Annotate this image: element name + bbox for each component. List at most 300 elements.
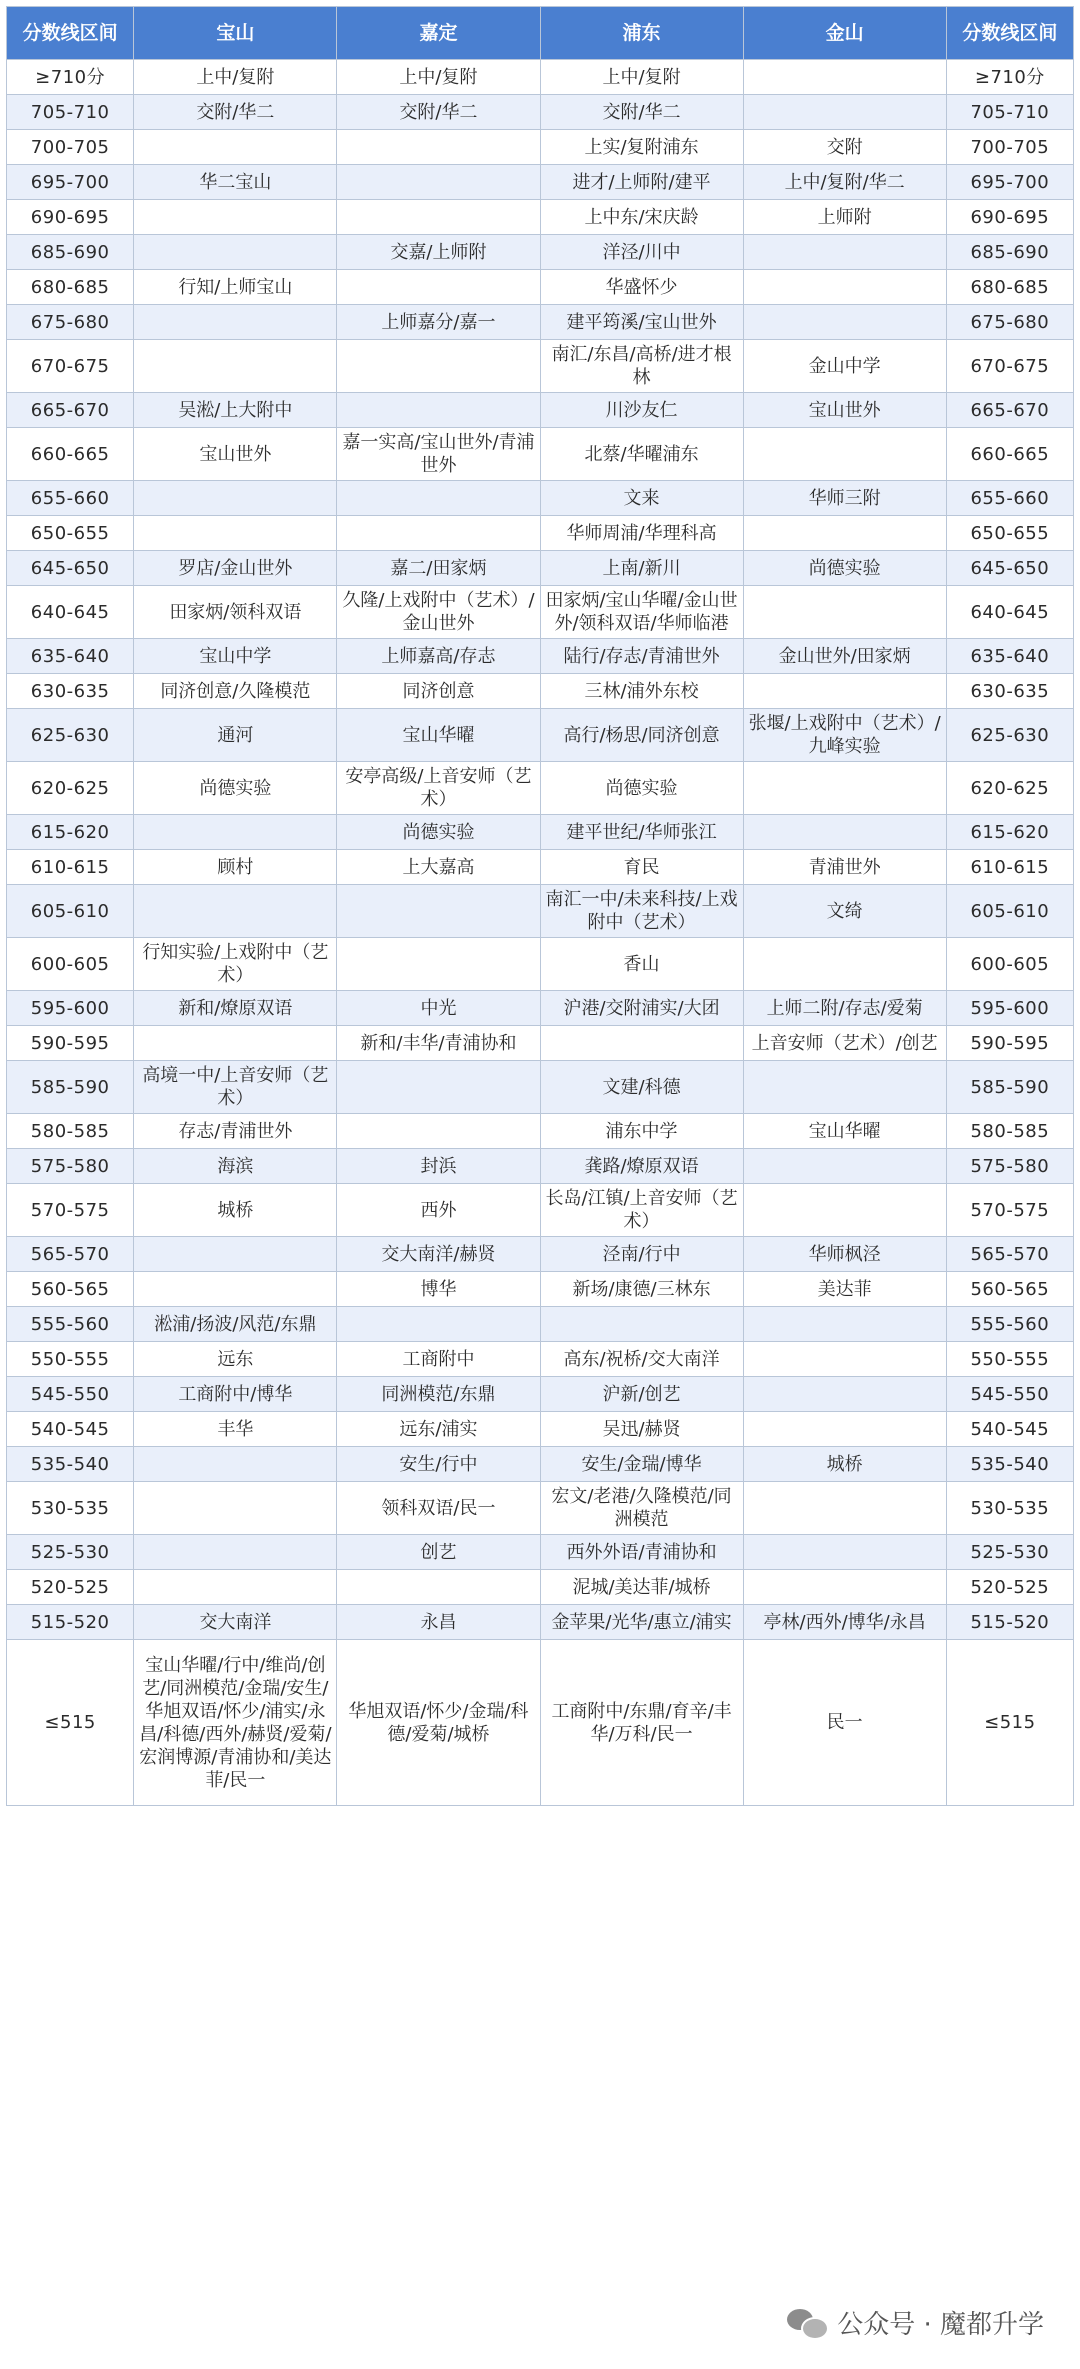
cell-jinshan: 华师枫泾 <box>743 1237 946 1272</box>
cell-pudong: 高东/祝桥/交大南洋 <box>540 1342 743 1377</box>
cell-score-left: 550-555 <box>7 1342 134 1377</box>
cell-score-right: 625-630 <box>946 709 1073 762</box>
cell-score-left: 665-670 <box>7 393 134 428</box>
cell-pudong: 文建/科德 <box>540 1061 743 1114</box>
cell-pudong: 文来 <box>540 481 743 516</box>
cell-pudong: 金苹果/光华/惠立/浦实 <box>540 1605 743 1640</box>
cell-jinshan: 上中/复附/华二 <box>743 165 946 200</box>
cell-baoshan <box>134 1570 337 1605</box>
cell-score-left: 610-615 <box>7 850 134 885</box>
cell-jiading: 工商附中 <box>337 1342 540 1377</box>
cell-pudong: 尚德实验 <box>540 762 743 815</box>
cell-jinshan <box>743 815 946 850</box>
cell-score-right: 690-695 <box>946 200 1073 235</box>
table-row <box>7 762 1074 815</box>
cell-jinshan: 上师附 <box>743 200 946 235</box>
table-row <box>7 709 1074 762</box>
cell-jinshan: 尚德实验 <box>743 551 946 586</box>
cell-jinshan <box>743 95 946 130</box>
cell-pudong: 进才/上师附/建平 <box>540 165 743 200</box>
cell-jinshan: 青浦世外 <box>743 850 946 885</box>
cell-pudong: 工商附中/东鼎/育辛/丰华/万科/民一 <box>540 1640 743 1806</box>
cell-jiading: 上中/复附 <box>337 60 540 95</box>
cell-jinshan: 华师三附 <box>743 481 946 516</box>
cell-score-right: 640-645 <box>946 586 1073 639</box>
cell-baoshan <box>134 481 337 516</box>
cell-baoshan <box>134 1026 337 1061</box>
cell-score-left: 545-550 <box>7 1377 134 1412</box>
cell-jinshan <box>743 270 946 305</box>
cell-pudong: 香山 <box>540 938 743 991</box>
cell-score-right: 520-525 <box>946 1570 1073 1605</box>
cell-score-right: 565-570 <box>946 1237 1073 1272</box>
cell-baoshan: 丰华 <box>134 1412 337 1447</box>
cell-jinshan: 宝山华曜 <box>743 1114 946 1149</box>
cell-pudong: 高行/杨思/同济创意 <box>540 709 743 762</box>
cell-jiading: 西外 <box>337 1184 540 1237</box>
cell-score-right: 705-710 <box>946 95 1073 130</box>
cell-baoshan <box>134 200 337 235</box>
cell-jiading: 交大南洋/赫贤 <box>337 1237 540 1272</box>
cell-score-left: 605-610 <box>7 885 134 938</box>
score-table-container <box>6 6 1074 1806</box>
cell-jiading <box>337 393 540 428</box>
cell-jinshan <box>743 938 946 991</box>
table-row <box>7 1342 1074 1377</box>
cell-jiading: 华旭双语/怀少/金瑞/科德/爱菊/城桥 <box>337 1640 540 1806</box>
cell-jinshan <box>743 1342 946 1377</box>
table-row <box>7 1570 1074 1605</box>
cell-pudong: 沪港/交附浦实/大团 <box>540 991 743 1026</box>
cell-jinshan <box>743 1482 946 1535</box>
cell-pudong: 宏文/老港/久隆模范/同洲模范 <box>540 1482 743 1535</box>
cell-jinshan: 文绮 <box>743 885 946 938</box>
cell-baoshan <box>134 130 337 165</box>
cell-baoshan <box>134 516 337 551</box>
cell-jiading: 久隆/上戏附中（艺术）/金山世外 <box>337 586 540 639</box>
cell-jiading: 嘉一实高/宝山世外/青浦世外 <box>337 428 540 481</box>
cell-pudong: 泾南/行中 <box>540 1237 743 1272</box>
table-row <box>7 1535 1074 1570</box>
cell-jinshan: 宝山世外 <box>743 393 946 428</box>
cell-score-right: 650-655 <box>946 516 1073 551</box>
cell-score-left: 585-590 <box>7 1061 134 1114</box>
cell-baoshan: 吴淞/上大附中 <box>134 393 337 428</box>
cell-pudong: 华盛怀少 <box>540 270 743 305</box>
cell-pudong: 新场/康德/三林东 <box>540 1272 743 1307</box>
table-row <box>7 1605 1074 1640</box>
cell-pudong: 南汇一中/未来科技/上戏附中（艺术） <box>540 885 743 938</box>
table-row <box>7 991 1074 1026</box>
cell-jiading: 上师嘉高/存志 <box>337 639 540 674</box>
cell-score-right: 590-595 <box>946 1026 1073 1061</box>
cell-pudong: 建平世纪/华师张江 <box>540 815 743 850</box>
table-row <box>7 428 1074 481</box>
cell-score-right: 560-565 <box>946 1272 1073 1307</box>
cell-jiading: 交嘉/上师附 <box>337 235 540 270</box>
table-row <box>7 1377 1074 1412</box>
cell-baoshan <box>134 305 337 340</box>
cell-score-right: 610-615 <box>946 850 1073 885</box>
table-row <box>7 551 1074 586</box>
cell-score-left: 580-585 <box>7 1114 134 1149</box>
table-row <box>7 235 1074 270</box>
cell-pudong: 上南/新川 <box>540 551 743 586</box>
cell-baoshan: 尚德实验 <box>134 762 337 815</box>
cell-pudong: 三林/浦外东校 <box>540 674 743 709</box>
wechat-icon <box>787 2307 827 2339</box>
cell-jinshan <box>743 762 946 815</box>
cell-baoshan: 海滨 <box>134 1149 337 1184</box>
cell-jiading: 中光 <box>337 991 540 1026</box>
cell-pudong <box>540 1026 743 1061</box>
table-row <box>7 1237 1074 1272</box>
cell-pudong: 安生/金瑞/博华 <box>540 1447 743 1482</box>
cell-score-right: 635-640 <box>946 639 1073 674</box>
cell-jiading: 上大嘉高 <box>337 850 540 885</box>
cell-jiading <box>337 516 540 551</box>
cell-jinshan: 民一 <box>743 1640 946 1806</box>
cell-score-left: 615-620 <box>7 815 134 850</box>
cell-score-left: 675-680 <box>7 305 134 340</box>
cell-pudong: 浦东中学 <box>540 1114 743 1149</box>
cell-jinshan: 张堰/上戏附中（艺术）/九峰实验 <box>743 709 946 762</box>
cell-jiading <box>337 270 540 305</box>
cell-baoshan: 华二宝山 <box>134 165 337 200</box>
table-row <box>7 270 1074 305</box>
cell-score-right: 645-650 <box>946 551 1073 586</box>
cell-jiading <box>337 1061 540 1114</box>
cell-baoshan: 宝山世外 <box>134 428 337 481</box>
table-row <box>7 200 1074 235</box>
cell-pudong: 华师周浦/华理科高 <box>540 516 743 551</box>
cell-jinshan <box>743 516 946 551</box>
cell-score-left: 695-700 <box>7 165 134 200</box>
table-row <box>7 1272 1074 1307</box>
table-row <box>7 1640 1074 1806</box>
table-row <box>7 1447 1074 1482</box>
cell-score-right: 550-555 <box>946 1342 1073 1377</box>
table-row <box>7 639 1074 674</box>
cell-score-left: 590-595 <box>7 1026 134 1061</box>
cell-jinshan <box>743 1149 946 1184</box>
cell-score-left: 630-635 <box>7 674 134 709</box>
header-score-range-right: 分数线区间 <box>946 7 1073 60</box>
cell-score-right: 660-665 <box>946 428 1073 481</box>
cell-score-left: 570-575 <box>7 1184 134 1237</box>
cell-score-left: 640-645 <box>7 586 134 639</box>
cell-score-left: 645-650 <box>7 551 134 586</box>
cell-pudong: 洋泾/川中 <box>540 235 743 270</box>
cell-pudong: 田家炳/宝山华曜/金山世外/领科双语/华师临港 <box>540 586 743 639</box>
table-row <box>7 850 1074 885</box>
table-row <box>7 516 1074 551</box>
cell-score-left: 600-605 <box>7 938 134 991</box>
cell-pudong: 吴迅/赫贤 <box>540 1412 743 1447</box>
table-row <box>7 1026 1074 1061</box>
cell-jiading: 同济创意 <box>337 674 540 709</box>
cell-jinshan: 金山中学 <box>743 340 946 393</box>
cell-jiading <box>337 340 540 393</box>
cell-baoshan <box>134 1535 337 1570</box>
cell-baoshan: 田家炳/领科双语 <box>134 586 337 639</box>
cell-score-left: ≥710分 <box>7 60 134 95</box>
cell-baoshan <box>134 815 337 850</box>
cell-jiading <box>337 1114 540 1149</box>
cell-pudong: 长岛/江镇/上音安师（艺术） <box>540 1184 743 1237</box>
cell-baoshan: 宝山华曜/行中/维尚/创艺/同洲模范/金瑞/安生/华旭双语/怀少/浦实/永昌/科德/西外/赫贤/爱菊/宏润博源/青浦协和/美达菲/民一 <box>134 1640 337 1806</box>
cell-jinshan <box>743 1535 946 1570</box>
cell-baoshan: 存志/青浦世外 <box>134 1114 337 1149</box>
cell-score-right: 530-535 <box>946 1482 1073 1535</box>
cell-score-right: 615-620 <box>946 815 1073 850</box>
cell-jinshan <box>743 586 946 639</box>
header-baoshan: 宝山 <box>134 7 337 60</box>
table-row <box>7 95 1074 130</box>
cell-jinshan: 上师二附/存志/爱菊 <box>743 991 946 1026</box>
cell-jiading: 创艺 <box>337 1535 540 1570</box>
cell-score-right: 540-545 <box>946 1412 1073 1447</box>
table-row <box>7 1307 1074 1342</box>
cell-jiading <box>337 165 540 200</box>
cell-jiading: 安生/行中 <box>337 1447 540 1482</box>
cell-baoshan: 工商附中/博华 <box>134 1377 337 1412</box>
cell-pudong: 陆行/存志/青浦世外 <box>540 639 743 674</box>
cell-jinshan <box>743 60 946 95</box>
cell-baoshan: 淞浦/扬波/风范/东鼎 <box>134 1307 337 1342</box>
cell-score-right: 630-635 <box>946 674 1073 709</box>
cell-baoshan: 远东 <box>134 1342 337 1377</box>
cell-score-right: 600-605 <box>946 938 1073 991</box>
cell-pudong: 川沙友仁 <box>540 393 743 428</box>
cell-score-left: 650-655 <box>7 516 134 551</box>
cell-jinshan: 美达菲 <box>743 1272 946 1307</box>
cell-jiading <box>337 130 540 165</box>
table-row <box>7 165 1074 200</box>
cell-pudong: 西外外语/青浦协和 <box>540 1535 743 1570</box>
cell-jiading <box>337 885 540 938</box>
table-row <box>7 60 1074 95</box>
cell-score-left: 620-625 <box>7 762 134 815</box>
cell-score-right: 670-675 <box>946 340 1073 393</box>
cell-baoshan <box>134 1447 337 1482</box>
cell-pudong <box>540 1307 743 1342</box>
cell-baoshan <box>134 340 337 393</box>
cell-score-right: 525-530 <box>946 1535 1073 1570</box>
cell-score-right: 570-575 <box>946 1184 1073 1237</box>
cell-score-left: 655-660 <box>7 481 134 516</box>
cell-pudong: 上中东/宋庆龄 <box>540 200 743 235</box>
header-score-range-left: 分数线区间 <box>7 7 134 60</box>
cell-jinshan: 上音安师（艺术）/创艺 <box>743 1026 946 1061</box>
cell-baoshan: 罗店/金山世外 <box>134 551 337 586</box>
header-jinshan: 金山 <box>743 7 946 60</box>
table-row <box>7 130 1074 165</box>
cell-score-right: 515-520 <box>946 1605 1073 1640</box>
cell-score-left: 540-545 <box>7 1412 134 1447</box>
cell-score-left: 520-525 <box>7 1570 134 1605</box>
table-row <box>7 1184 1074 1237</box>
cell-score-right: 695-700 <box>946 165 1073 200</box>
cell-baoshan: 高境一中/上音安师（艺术） <box>134 1061 337 1114</box>
cell-baoshan <box>134 1482 337 1535</box>
cell-jinshan <box>743 1307 946 1342</box>
cell-jiading <box>337 200 540 235</box>
cell-score-right: 685-690 <box>946 235 1073 270</box>
cell-score-right: 675-680 <box>946 305 1073 340</box>
cell-score-right: 555-560 <box>946 1307 1073 1342</box>
cell-score-right: 665-670 <box>946 393 1073 428</box>
cell-pudong: 交附/华二 <box>540 95 743 130</box>
cell-jinshan <box>743 1570 946 1605</box>
cell-score-right: 575-580 <box>946 1149 1073 1184</box>
watermark-text: 公众号 · 魔都升学 <box>837 2310 1044 2340</box>
cell-score-left: 530-535 <box>7 1482 134 1535</box>
cell-jiading: 交附/华二 <box>337 95 540 130</box>
table-row <box>7 1412 1074 1447</box>
cell-score-right: 700-705 <box>946 130 1073 165</box>
table-row <box>7 938 1074 991</box>
cell-baoshan <box>134 235 337 270</box>
cell-baoshan: 行知/上师宝山 <box>134 270 337 305</box>
table-row <box>7 1114 1074 1149</box>
cell-jinshan: 亭林/西外/博华/永昌 <box>743 1605 946 1640</box>
cell-jiading: 同洲模范/东鼎 <box>337 1377 540 1412</box>
cell-pudong: 沪新/创艺 <box>540 1377 743 1412</box>
cell-score-left: 685-690 <box>7 235 134 270</box>
cell-score-left: 565-570 <box>7 1237 134 1272</box>
cell-jiading: 远东/浦实 <box>337 1412 540 1447</box>
cell-jiading <box>337 481 540 516</box>
cell-jiading: 领科双语/民一 <box>337 1482 540 1535</box>
cell-score-left: 625-630 <box>7 709 134 762</box>
cell-jiading: 嘉二/田家炳 <box>337 551 540 586</box>
cell-pudong: 上中/复附 <box>540 60 743 95</box>
header-jiading: 嘉定 <box>337 7 540 60</box>
cell-score-left: 560-565 <box>7 1272 134 1307</box>
table-body <box>7 60 1074 1806</box>
cell-baoshan: 宝山中学 <box>134 639 337 674</box>
cell-score-left: 515-520 <box>7 1605 134 1640</box>
cell-jinshan: 金山世外/田家炳 <box>743 639 946 674</box>
cell-pudong: 泥城/美达菲/城桥 <box>540 1570 743 1605</box>
cell-pudong: 龚路/燎原双语 <box>540 1149 743 1184</box>
cell-baoshan <box>134 1272 337 1307</box>
cell-score-left: 535-540 <box>7 1447 134 1482</box>
cell-score-right: 535-540 <box>946 1447 1073 1482</box>
cell-jinshan <box>743 428 946 481</box>
cell-score-left: 690-695 <box>7 200 134 235</box>
cell-baoshan: 新和/燎原双语 <box>134 991 337 1026</box>
cell-jinshan: 城桥 <box>743 1447 946 1482</box>
cell-score-right: 655-660 <box>946 481 1073 516</box>
table-row <box>7 393 1074 428</box>
score-table <box>6 6 1074 1806</box>
table-row <box>7 586 1074 639</box>
cell-jinshan <box>743 1184 946 1237</box>
cell-score-right: 580-585 <box>946 1114 1073 1149</box>
cell-jinshan <box>743 1412 946 1447</box>
cell-score-left: 705-710 <box>7 95 134 130</box>
cell-score-right: ≥710分 <box>946 60 1073 95</box>
cell-score-left: 680-685 <box>7 270 134 305</box>
table-row <box>7 481 1074 516</box>
cell-score-left: 575-580 <box>7 1149 134 1184</box>
cell-baoshan: 城桥 <box>134 1184 337 1237</box>
cell-baoshan: 行知实验/上戏附中（艺术） <box>134 938 337 991</box>
cell-jiading: 新和/丰华/青浦协和 <box>337 1026 540 1061</box>
cell-jiading: 永昌 <box>337 1605 540 1640</box>
cell-pudong: 北蔡/华曜浦东 <box>540 428 743 481</box>
table-row <box>7 1061 1074 1114</box>
table-row <box>7 1482 1074 1535</box>
wechat-account-watermark <box>777 2298 1054 2347</box>
cell-pudong: 上实/复附浦东 <box>540 130 743 165</box>
cell-jiading <box>337 1570 540 1605</box>
cell-jiading: 上师嘉分/嘉一 <box>337 305 540 340</box>
table-header-row <box>7 7 1074 60</box>
cell-jiading: 尚德实验 <box>337 815 540 850</box>
cell-pudong: 南汇/东昌/高桥/进才根林 <box>540 340 743 393</box>
cell-jinshan <box>743 1377 946 1412</box>
cell-score-right: ≤515 <box>946 1640 1073 1806</box>
cell-baoshan: 交附/华二 <box>134 95 337 130</box>
cell-score-right: 605-610 <box>946 885 1073 938</box>
cell-jiading: 博华 <box>337 1272 540 1307</box>
cell-baoshan: 同济创意/久隆模范 <box>134 674 337 709</box>
cell-score-left: 660-665 <box>7 428 134 481</box>
cell-score-left: ≤515 <box>7 1640 134 1806</box>
table-row <box>7 674 1074 709</box>
cell-baoshan: 上中/复附 <box>134 60 337 95</box>
table-row <box>7 885 1074 938</box>
cell-baoshan <box>134 885 337 938</box>
cell-jinshan <box>743 674 946 709</box>
cell-score-left: 635-640 <box>7 639 134 674</box>
cell-score-right: 620-625 <box>946 762 1073 815</box>
cell-jiading <box>337 1307 540 1342</box>
cell-baoshan <box>134 1237 337 1272</box>
cell-pudong: 建平筠溪/宝山世外 <box>540 305 743 340</box>
cell-score-right: 545-550 <box>946 1377 1073 1412</box>
table-row <box>7 340 1074 393</box>
table-row <box>7 815 1074 850</box>
cell-jinshan: 交附 <box>743 130 946 165</box>
cell-score-left: 555-560 <box>7 1307 134 1342</box>
cell-jinshan <box>743 235 946 270</box>
cell-score-right: 595-600 <box>946 991 1073 1026</box>
cell-jiading: 宝山华曜 <box>337 709 540 762</box>
cell-pudong: 育民 <box>540 850 743 885</box>
table-row <box>7 1149 1074 1184</box>
cell-jiading: 封浜 <box>337 1149 540 1184</box>
cell-score-right: 585-590 <box>946 1061 1073 1114</box>
cell-jinshan <box>743 305 946 340</box>
cell-score-left: 700-705 <box>7 130 134 165</box>
cell-score-left: 525-530 <box>7 1535 134 1570</box>
table-row <box>7 305 1074 340</box>
cell-jiading <box>337 938 540 991</box>
cell-score-left: 670-675 <box>7 340 134 393</box>
cell-baoshan: 交大南洋 <box>134 1605 337 1640</box>
cell-score-left: 595-600 <box>7 991 134 1026</box>
cell-jinshan <box>743 1061 946 1114</box>
cell-score-right: 680-685 <box>946 270 1073 305</box>
cell-jiading: 安亭高级/上音安师（艺术） <box>337 762 540 815</box>
cell-baoshan: 顾村 <box>134 850 337 885</box>
cell-baoshan: 通河 <box>134 709 337 762</box>
header-pudong: 浦东 <box>540 7 743 60</box>
